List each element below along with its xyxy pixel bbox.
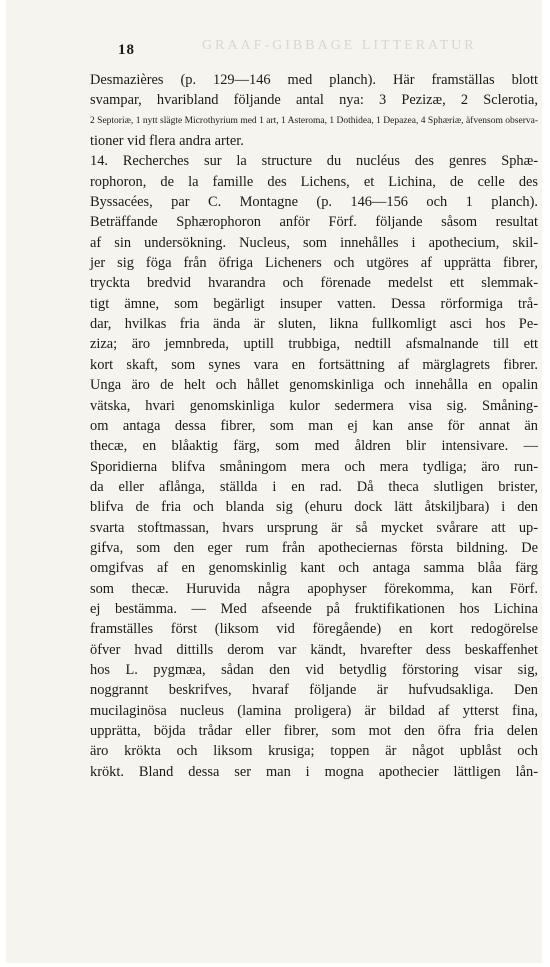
text-line: Sporidierna blifva småningom mera och mera tydliga; äro run- [90,458,538,475]
body-text [90,70,538,782]
text-line: krökt. Bland dessa ser man i mogna apothecier lättligen lån- [90,763,538,780]
text-line: som thecæ. Huruvida några apophyser förekomma, kan Förf. [90,580,538,597]
text-line: svarta stoftmassan, hvars ursprung är så mycket svårare att up- [90,519,538,536]
text-line: hos L. pygmæa, sådan den vid betydlig förstoring visar sig, [90,661,538,678]
text-line: Beträffande Sphærophoron anför Förf. följande såsom resultat [90,214,538,231]
text-line: om antaga dessa fibrer, som man ej kan anse för annat än [90,417,538,434]
text-line: da eller aflånga, ställda i en rad. Då theca slutligen brister, [90,478,538,495]
text-line: Desmazières (p. 129—146 med planch). Här framställas blott [90,72,538,88]
page-number: 18 [118,42,135,58]
text-line: upprätta, böjda trådar eller fibrer, som mot den öfra fria delen [90,723,538,739]
text-line: äro krökta och liksom krusiga; toppen är något upblåst och [90,743,538,760]
text-line: tioner vid flera andra arter. [90,133,244,150]
text-line: thecæ, en blåaktig färg, som med åldren blir intensivare. — [90,438,538,455]
text-line: öfver hvad dittills derom var kändt, hvarefter dess beskaffenhet [90,641,538,658]
text-line: kort skaft, som synes vara en fortsättning af märglagrets fibrer. [90,356,538,373]
text-line: dar, hvilkas fria ända är sluten, likna fullkomligt asci hos Pe- [90,316,538,333]
text-line: af sin undersökning. Nucleus, som innehålles i apothecium, skil- [90,234,538,251]
text-line: tryckta bredvid hvarandra och förenade medelst ett slemmak- [90,275,538,292]
text-line: gifva, som den eger rum från apotheciernas första bildning. De [90,539,538,556]
text-line: framställes först (liksom vid föregående) en kort redogörelse [90,621,538,638]
text-line: blifva de fria och blanda sig (ehuru dock lätt åtskiljbara) i den [90,499,538,516]
text-line: 2 Septoriæ, 1 nytt slägte Microthyrium med 1 art, 1 Asteroma, 1 Dothidea, 1 Depazea, 4 Sphæriæ, äfvensom observa- [90,115,538,126]
text-line: ziza; äro jemnbreda, uptill trubbiga, nedtill afsmalnande till ett [90,336,538,353]
page-bottom-margin [6,963,542,967]
text-line: vätska, hvari genomskinliga kulor sedermera visa sig. Småning- [90,397,538,414]
text-line: Byssacées, par C. Montagne (p. 146—156 och 1 planch). [90,194,538,211]
text-line: Unga äro de helt och hållet genomskinliga och innehålla en opalin [90,377,538,394]
text-line: omgifvas af en genomskinlig kant och antaga samma blåa färg [90,560,538,577]
text-line: svampar, hvaribland följande antal nya: 3 Pezizæ, 2 Sclerotia, [90,92,538,109]
text-line: rophoron, de la famille des Lichens, et Lichina, de celle des [90,173,538,190]
text-line: ej bestämma. — Med afseende på fruktifikationen hos Lichina [90,600,538,617]
show-through-text: GRAAF-GIBBAGE LITTERATUR [202,38,477,53]
text-line: jer sig föga från öfriga Licheners och utgöres af upprätta fibrer, [90,255,538,272]
text-line: tigt ämne, som begärligt insuper vatten. Dessa rörformiga trå- [90,295,538,312]
text-line: mucilaginösa nucleus (lamina proligera) är bildad af ytterst fina, [90,702,538,719]
text-line: noggrannt beskrifves, hvaraf följande är hufvudsakliga. Den [90,682,538,699]
text-line: 14. Recherches sur la structure du nucléus des genres Sphæ- [90,153,538,170]
